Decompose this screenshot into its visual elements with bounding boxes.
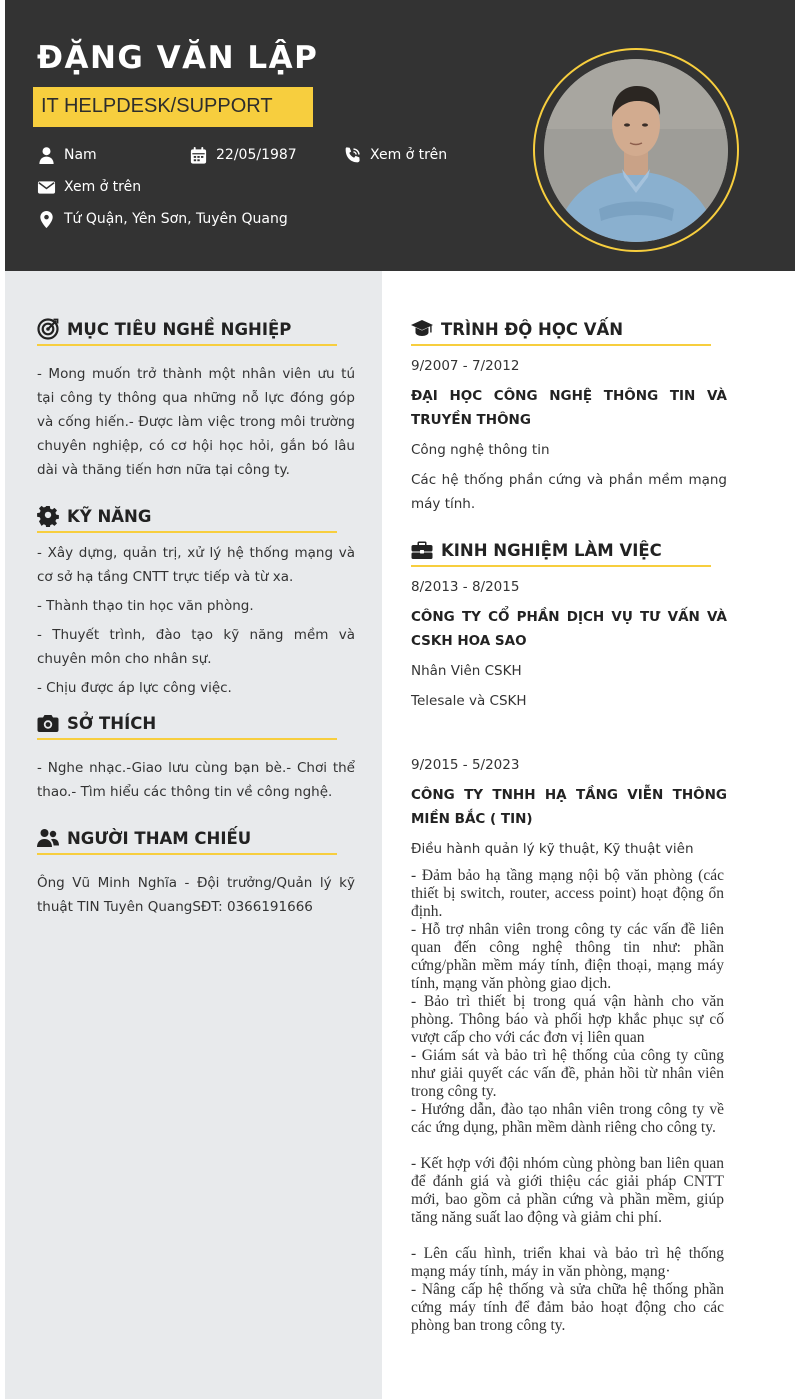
job-period: 8/2013 - 8/2015 [411, 579, 520, 595]
email-info [36, 177, 141, 197]
gender-info [36, 145, 97, 165]
hobbies-underline [37, 738, 337, 740]
cv-header [5, 0, 795, 271]
references-heading [37, 827, 251, 849]
address-info [36, 209, 288, 229]
phone-info [342, 145, 447, 165]
user-icon [36, 145, 56, 165]
skill-item: - Chịu được áp lực công việc. [37, 680, 232, 696]
skills-underline [37, 531, 337, 533]
skill-item: - Thành thạo tin học văn phòng. [37, 598, 254, 614]
company-name: CÔNG TY CỔ PHẦN DỊCH VỤ TƯ VẤN VÀ CSKH HOA SAO [411, 609, 727, 649]
job-detail: Telesale và CSKH [411, 693, 527, 709]
education-heading [411, 318, 623, 340]
education-title: TRÌNH ĐỘ HỌC VẤN [441, 319, 624, 339]
candidate-name: ĐẶNG VĂN LẬP [37, 40, 319, 76]
phone-icon [342, 145, 362, 165]
job-task: - Kết hợp với đội nhóm cùng phòng ban liên quan để đánh giá và giới thiệu các giải pháp CNTT mới, bao gồm cả phần cứng và phần mềm, giúp tăng năng suất lao động và giảm chi phí. [411, 1155, 724, 1226]
job-role: Điều hành quản lý kỹ thuật, Kỹ thuật viên [411, 841, 694, 857]
job-task: - Giám sát và bảo trì hệ thống của công ty cũng như giải quyết các vấn đề, phản hồi từ nhân viên trong công ty. [411, 1047, 724, 1100]
skill-item: - Thuyết trình, đào tạo kỹ năng mềm và chuyên môn cho nhân sự. [37, 627, 355, 667]
profile-photo [544, 59, 728, 242]
target-icon [37, 318, 59, 340]
job-title-badge: IT HELPDESK/SUPPORT [33, 87, 313, 127]
job-task: - Đảm bảo hạ tầng mạng nội bộ văn phòng (các thiết bị switch, router, access point) hoạt động ổn định. [411, 867, 724, 920]
avatar [544, 59, 728, 242]
briefcase-icon [411, 539, 433, 561]
objective-heading [37, 318, 291, 340]
objective-text: - Mong muốn trở thành một nhân viên ưu tú tại công ty thông qua những nỗ lực đóng góp và cống hiến.- Được làm việc trong môi trường chuyên nghiệp, có cơ hội học hỏi, gắn bó lâu dài và thăng tiến hơn nữa tại công ty. [37, 366, 355, 478]
company-name: CÔNG TY TNHH HẠ TẦNG VIỄN THÔNG MIỀN BẮC ( TIN) [411, 787, 727, 827]
references-underline [37, 853, 337, 855]
skill-item: - Xây dựng, quản trị, xử lý hệ thống mạng và cơ sở hạ tầng CNTT trực tiếp và từ xa. [37, 545, 355, 585]
birthday-info [188, 145, 297, 165]
experience-heading [411, 539, 662, 561]
education-period: 9/2007 - 7/2012 [411, 358, 520, 374]
cv-page [5, 0, 795, 1399]
left-sidebar [5, 271, 382, 1399]
map-pin-icon [36, 209, 56, 229]
education-detail: Các hệ thống phần cứng và phần mềm mạng máy tính. [411, 472, 727, 512]
job-role: Nhân Viên CSKH [411, 663, 522, 679]
hobbies-title: SỞ THÍCH [67, 713, 157, 733]
email-value: Xem ở trên [64, 179, 142, 195]
job-task: - Nâng cấp hệ thống và sửa chữa hệ thống phần cứng máy tính để đảm bảo hoạt động cho các phòng ban trong công ty. [411, 1281, 724, 1334]
envelope-icon [36, 177, 56, 197]
objective-underline [37, 344, 337, 346]
hobbies-text: - Nghe nhạc.-Giao lưu cùng bạn bè.- Chơi thể thao.- Tìm hiểu các thông tin về công nghệ. [37, 760, 355, 800]
birthday-value: 22/05/1987 [216, 147, 297, 163]
references-text: Ông Vũ Minh Nghĩa - Đội trưởng/Quản lý kỹ thuật TIN Tuyên QuangSĐT: 0366191666 [37, 875, 355, 915]
objective-title: MỤC TIÊU NGHỀ NGHIỆP [67, 319, 292, 339]
job-period: 9/2015 - 5/2023 [411, 757, 520, 773]
phone-value: Xem ở trên [370, 147, 448, 163]
school-name: ĐẠI HỌC CÔNG NGHỆ THÔNG TIN VÀ TRUYỀN THÔNG [411, 388, 727, 428]
references-title: NGƯỜI THAM CHIẾU [67, 828, 252, 848]
calendar-icon [188, 145, 208, 165]
job-task: - Hướng dẫn, đào tạo nhân viên trong công ty về các ứng dụng, phần mềm dành riêng cho công ty. [411, 1101, 724, 1136]
job-task: - Bảo trì thiết bị trong quá vận hành cho văn phòng. Thông báo và phối hợp khắc phục sự cố vượt cấp cho với các đơn vị liên quan [411, 993, 724, 1046]
education-major: Công nghệ thông tin [411, 442, 550, 458]
address-value: Tứ Quận, Yên Sơn, Tuyên Quang [64, 211, 288, 227]
avatar-frame [533, 48, 739, 252]
gear-icon [37, 505, 59, 527]
users-icon [37, 827, 59, 849]
education-underline [411, 344, 711, 346]
job-task: - Hỗ trợ nhân viên trong công ty các vấn đề liên quan đến công nghệ thông tin như: phần cứng/phần mềm máy tính, điện thoại, mạng máy tính, mạng văn phòng giao dịch. [411, 921, 724, 992]
job-task: - Lên cấu hình, triển khai và bảo trì hệ thống mạng máy tính, máy in văn phòng, mạng· [411, 1245, 724, 1280]
skills-title: KỸ NĂNG [67, 506, 152, 526]
gender-value: Nam [64, 147, 97, 163]
experience-title: KINH NGHIỆM LÀM VIỆC [441, 540, 662, 560]
skills-heading [37, 505, 151, 527]
camera-icon [37, 712, 59, 734]
graduation-cap-icon [411, 318, 433, 340]
experience-underline [411, 565, 711, 567]
hobbies-heading [37, 712, 156, 734]
